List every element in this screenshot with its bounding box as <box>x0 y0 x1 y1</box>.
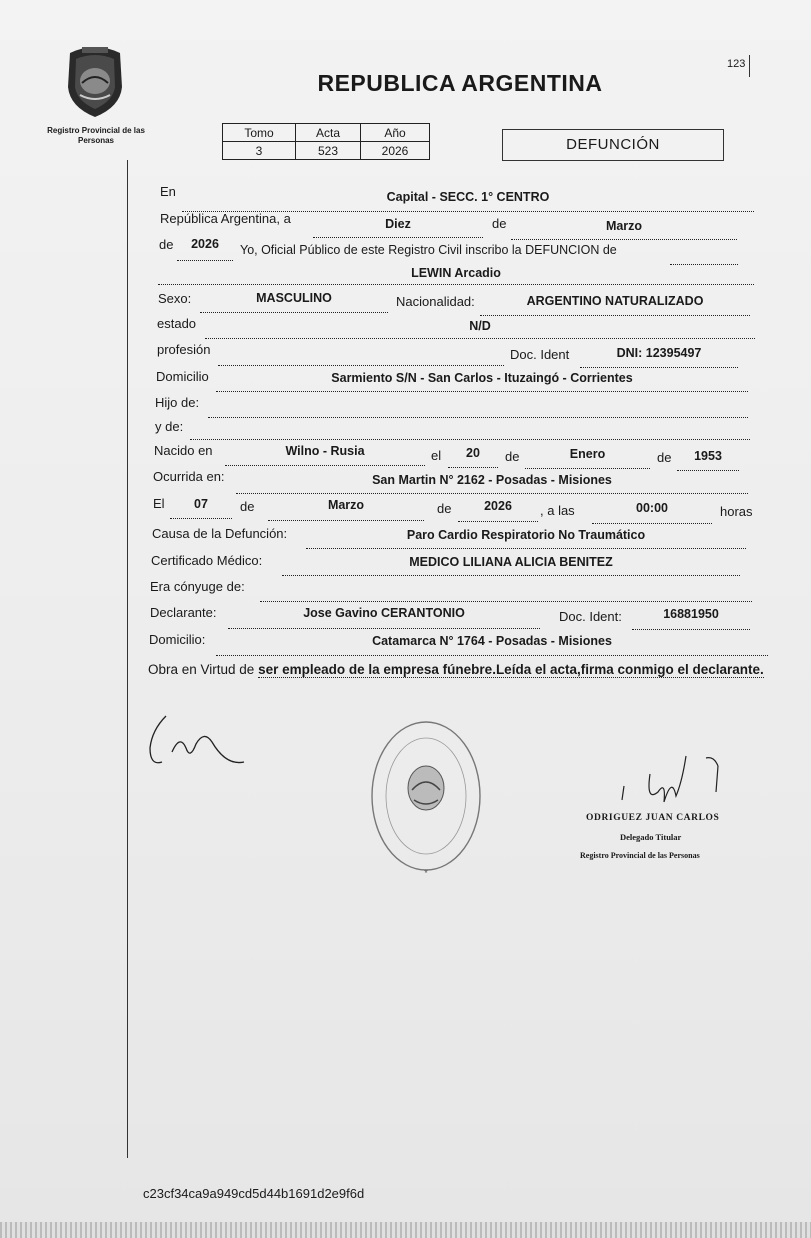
profesion-line <box>218 350 504 366</box>
doc-value: DNI: 12395497 <box>616 346 702 360</box>
horas-label: horas <box>720 504 753 519</box>
conyuge-label: Era cónyuge de: <box>150 579 245 594</box>
estado-label: estado <box>157 316 197 331</box>
mes-value: Marzo <box>605 219 643 233</box>
causa-value: Paro Cardio Respiratorio No Traumático <box>406 528 646 542</box>
en-label: En <box>160 184 176 199</box>
svg-text:*: * <box>424 868 428 878</box>
yde-label: y de: <box>155 419 184 434</box>
record-index-table <box>222 123 430 160</box>
document-hash: c23cf34ca9a949cd5d44b1691d2e9f6d <box>143 1186 365 1201</box>
oficial-line <box>670 249 738 265</box>
nacionalidad-label: Nacionalidad: <box>396 294 475 309</box>
acta-value: 523 <box>296 142 361 160</box>
de2-label: de <box>159 237 174 252</box>
official-signature-icon <box>146 708 256 774</box>
def-dia-value: 07 <box>194 497 208 511</box>
certificado-value: MEDICO LILIANA ALICIA BENITEZ <box>409 555 613 569</box>
left-margin-rule <box>127 160 128 1158</box>
doc2-value: 16881950 <box>663 607 719 621</box>
de1-label: de <box>492 216 507 231</box>
de5-label: de <box>240 499 255 514</box>
obra-value: ser empleado de la empresa fúnebre.Leída el acta,firma conmigo el declarante. <box>258 662 764 677</box>
ocurrida-label: Ocurrida en: <box>153 469 225 484</box>
delegate-name: ODRIGUEZ JUAN CARLOS <box>586 813 720 823</box>
certificado-label: Certificado Médico: <box>151 553 263 568</box>
delegate-org: Registro Provincial de las Personas <box>580 851 700 860</box>
obra-label: Obra en Virtud de <box>148 662 255 677</box>
page-number-rule <box>749 55 750 77</box>
causa-label: Causa de la Defunción: <box>152 526 288 541</box>
tomo-value: 3 <box>223 142 296 160</box>
estado-value: N/D <box>469 319 491 333</box>
alas-label: , a las <box>540 503 575 518</box>
hijo-label: Hijo de: <box>155 395 200 410</box>
nacido-value: Wilno - Rusia <box>285 444 365 458</box>
domicilio-value: Sarmiento S/N - San Carlos - Ituzaingó - Corrientes <box>331 371 633 385</box>
anio-label: Año <box>361 124 430 142</box>
hora-value: 00:00 <box>636 501 668 515</box>
anio-value: 2026 <box>191 237 219 251</box>
oficial-text: Yo, Oficial Público de este Registro Civil inscribo la DEFUNCION de <box>240 243 617 257</box>
domicilio2-value: Catamarca N° 1764 - Posadas - Misiones <box>372 634 612 648</box>
registry-seal-icon <box>362 712 490 882</box>
nac-anio-value: 1953 <box>694 449 722 463</box>
page-number: 123 <box>727 58 746 70</box>
nacido-label: Nacido en <box>154 443 213 458</box>
doc2-label: Doc. Ident: <box>559 609 622 624</box>
registry-name: Registro Provincial de las Personas <box>47 126 145 145</box>
yde-line <box>190 424 750 440</box>
delegate-title: Delegado Titular <box>620 832 682 842</box>
conyuge-line <box>260 586 752 602</box>
def-mes-value: Marzo <box>327 498 365 512</box>
hijo-line <box>208 402 748 418</box>
nacionalidad-value: ARGENTINO NATURALIZADO <box>526 294 704 308</box>
sexo-value: MASCULINO <box>256 291 332 305</box>
domicilio2-label: Domicilio: <box>149 632 206 647</box>
declarante-value: Jose Gavino CERANTONIO <box>303 606 465 620</box>
doc-label: Doc. Ident <box>510 347 570 362</box>
misiones-crest-icon <box>62 43 128 119</box>
record-type-box: DEFUNCIÓN <box>502 129 724 161</box>
acta-label: Acta <box>296 124 361 142</box>
republica-label: República Argentina, a <box>160 211 291 226</box>
document-title: REPUBLICA ARGENTINA <box>317 70 603 96</box>
obra-paragraph <box>148 660 770 679</box>
dia-value: Diez <box>385 217 411 231</box>
en-value: Capital - SECC. 1° CENTRO <box>386 190 550 204</box>
de4-label: de <box>657 450 672 465</box>
sexo-label: Sexo: <box>158 291 192 306</box>
ocurrida-value: San Martin N° 2162 - Posadas - Misiones <box>372 473 612 487</box>
de3-label: de <box>505 449 520 464</box>
el2-label: El <box>153 496 165 511</box>
nombre-value: LEWIN Arcadio <box>411 266 501 280</box>
anio-value: 2026 <box>361 142 430 160</box>
declarante-label: Declarante: <box>150 605 217 620</box>
nac-dia-value: 20 <box>466 446 480 460</box>
de6-label: de <box>437 501 452 516</box>
profesion-label: profesión <box>157 342 211 357</box>
def-anio-value: 2026 <box>484 499 512 513</box>
scan-edge <box>0 1222 811 1238</box>
tomo-label: Tomo <box>223 124 296 142</box>
nac-mes-value: Enero <box>569 447 606 461</box>
domicilio-label: Domicilio <box>156 369 209 384</box>
el-label: el <box>431 448 442 463</box>
